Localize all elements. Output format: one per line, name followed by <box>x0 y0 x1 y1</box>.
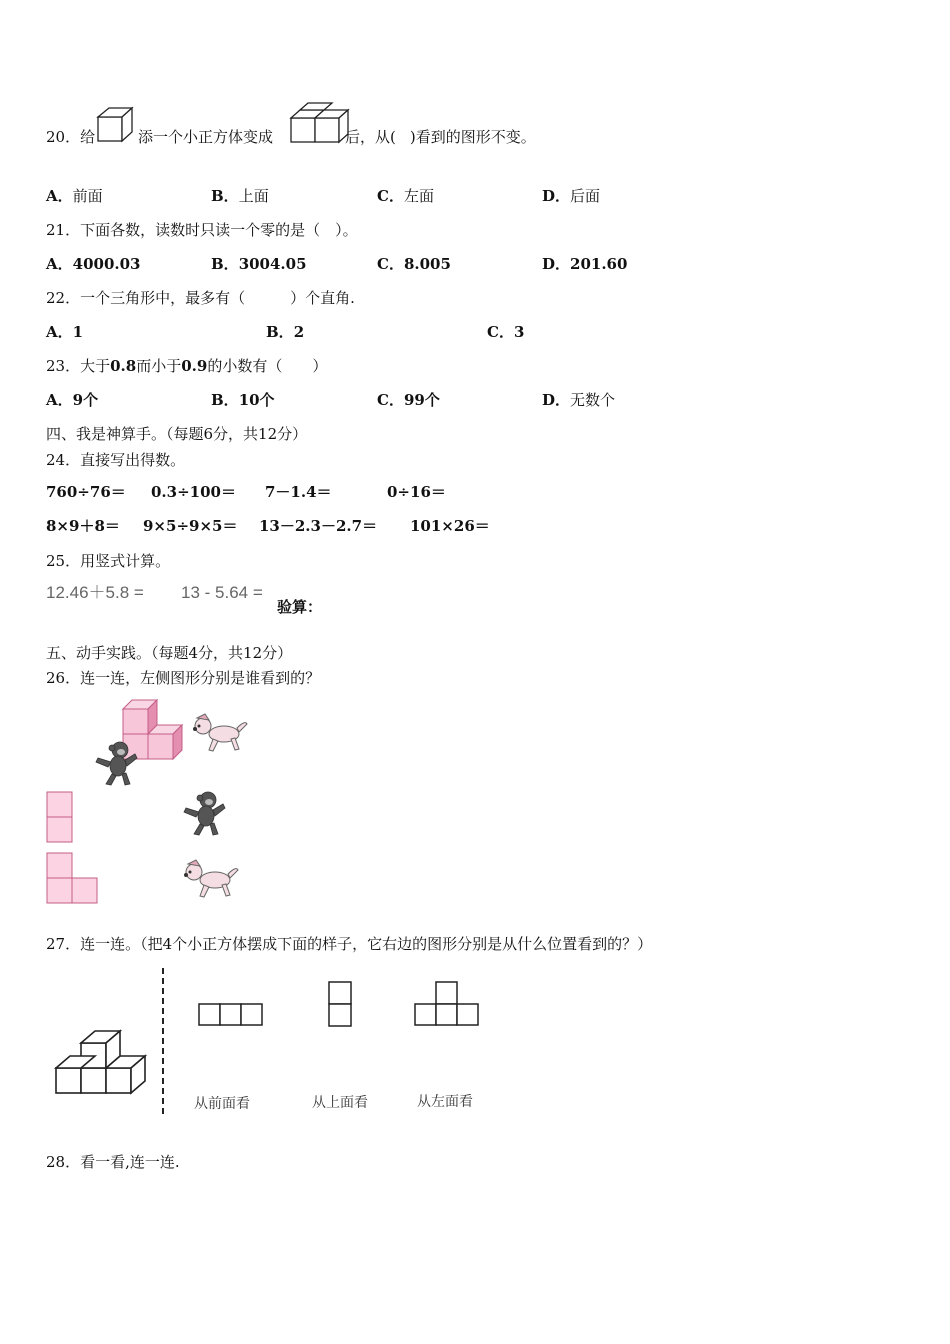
q25-expression-2: 13 - 5.64 = <box>181 583 263 602</box>
q20-option-c[interactable]: C．左面 <box>377 187 434 205</box>
monkey-icon <box>181 790 227 836</box>
q20-option-d[interactable]: D．后面 <box>542 187 601 205</box>
dog-icon <box>182 857 240 901</box>
q26-view-column-figure <box>46 791 74 845</box>
q27-caption-left[interactable]: 从左面看 <box>417 1094 473 1110</box>
q22-option-b[interactable]: B．2 <box>266 323 305 341</box>
q22-option-a[interactable]: A．1 <box>46 323 84 341</box>
q27-cube-arrangement-figure <box>54 1026 150 1098</box>
q28-stem: 28．看一看,连一连. <box>46 1153 180 1171</box>
q21-option-b[interactable]: B．3004.05 <box>211 255 307 273</box>
q24-item-4: 0÷16＝ <box>387 483 446 501</box>
q20-text-1: 给 <box>80 128 96 146</box>
q26-stem: 26．连一连，左侧图形分别是谁看到的？ <box>46 669 321 687</box>
q21-option-d[interactable]: D．201.60 <box>542 255 628 273</box>
q20-option-b[interactable]: B．上面 <box>211 187 269 205</box>
q23-option-b[interactable]: B．10个 <box>211 391 275 409</box>
q20-text-2: 添一个小正方体变成 <box>138 128 274 146</box>
q20-text-3: 后，从( )看到的图形不变。 <box>345 128 536 146</box>
q27-caption-top[interactable]: 从上面看 <box>312 1095 368 1111</box>
q24-item-2: 0.3÷100＝ <box>151 483 236 501</box>
q20-cube-triple-figure <box>290 102 345 144</box>
q24-item-7: 13－2.3－2.7＝ <box>259 517 378 535</box>
q23-option-d[interactable]: D．无数个 <box>542 391 616 409</box>
q27-view-t-shape-figure <box>414 981 482 1027</box>
q27-view-three-in-row-figure <box>198 1003 266 1027</box>
dog-icon <box>191 712 249 754</box>
q24-item-6: 9×5÷9×5＝ <box>143 517 238 535</box>
q21-stem: 21．下面各数，读数时只读一个零的是（ ）。 <box>46 221 358 239</box>
q26-view-l-shape-figure <box>46 852 100 906</box>
q21-option-c[interactable]: C．8.005 <box>377 255 451 273</box>
q20-stem <box>46 127 95 147</box>
q24-item-8: 101×26＝ <box>410 517 490 535</box>
section-5-heading: 五、动手实践。（每题4分，共12分） <box>46 644 293 662</box>
q20-cube-pair-figure <box>97 105 135 143</box>
q20-option-a[interactable]: A．前面 <box>46 187 103 205</box>
q22-option-c[interactable]: C．3 <box>487 323 525 341</box>
q27-divider-dashed-line <box>160 968 166 1114</box>
q23-stem: 23．大于0.8而小于0.9的小数有（ ） <box>46 357 328 375</box>
q24-stem: 24．直接写出得数。 <box>46 451 186 469</box>
q24-item-5: 8×9＋8＝ <box>46 517 120 535</box>
q24-item-3: 7－1.4＝ <box>265 483 332 501</box>
q23-option-c[interactable]: C．99个 <box>377 391 440 409</box>
q25-check-label: 验算： <box>277 598 323 616</box>
q25-stem: 25．用竖式计算。 <box>46 552 171 570</box>
section-4-heading: 四、我是神算手。（每题6分，共12分） <box>46 425 308 443</box>
q21-option-a[interactable]: A．4000.03 <box>46 255 141 273</box>
q27-caption-front[interactable]: 从前面看 <box>194 1096 250 1112</box>
q27-view-two-stacked-figure <box>328 981 354 1027</box>
q25-expression-1: 12.46＋5.8 = <box>46 583 144 602</box>
monkey-icon <box>94 740 138 786</box>
q24-item-1: 760÷76＝ <box>46 483 126 501</box>
q22-stem: 22．一个三角形中，最多有（ ）个直角. <box>46 289 355 307</box>
q23-option-a[interactable]: A．9个 <box>46 391 99 409</box>
q27-stem: 27．连一连。（把4个小正方体摆成下面的样子，它右边的图形分别是从什么位置看到的？） <box>46 935 653 953</box>
q20-number: 20． <box>46 128 81 146</box>
